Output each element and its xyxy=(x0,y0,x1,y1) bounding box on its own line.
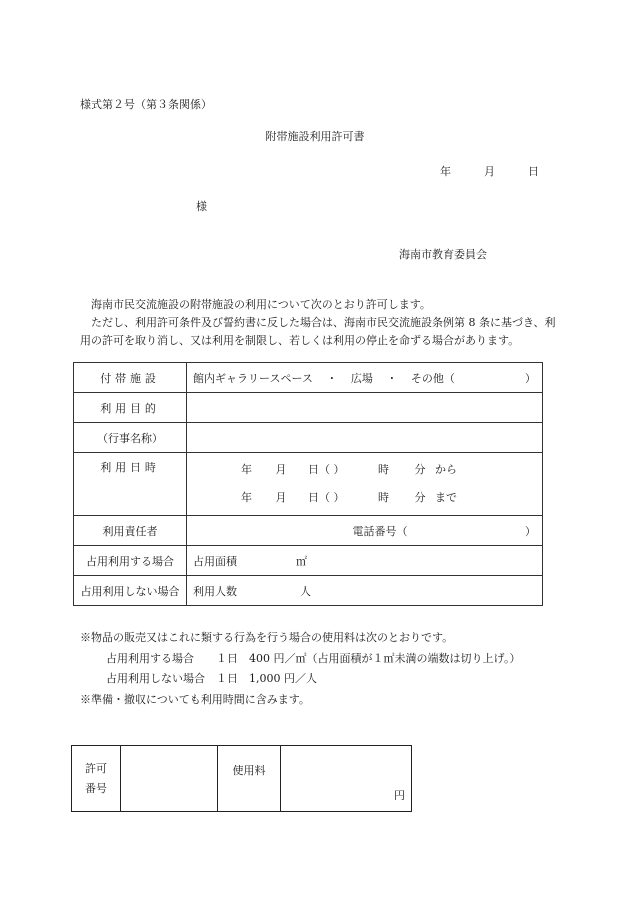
occupy-value[interactable] xyxy=(187,546,543,576)
datetime-until-line: 年 月 日（ ） 時 分 まで xyxy=(241,491,457,504)
fee-label: 使用料 xyxy=(218,746,281,812)
date-month: 月 xyxy=(484,165,495,178)
occupy-area-unit: ㎡ xyxy=(296,554,307,568)
facility-options xyxy=(187,363,543,393)
note-line-4: ※準備・撤収についても利用時間に含みます。 xyxy=(80,692,310,706)
facility-option-plaza: 広場 xyxy=(350,371,373,385)
issue-date xyxy=(440,163,539,179)
occupy-label: 占用利用する場合 xyxy=(74,546,187,576)
separator-dot: ・ xyxy=(386,371,398,385)
datetime-value[interactable] xyxy=(187,453,543,516)
permit-number-value[interactable] xyxy=(121,746,218,812)
date-year: 年 xyxy=(440,165,451,178)
facility-label: 付帯施設 xyxy=(74,363,187,393)
permit-number-label: 許可 番号 xyxy=(72,746,121,812)
row-purpose xyxy=(74,393,543,423)
permit-details-table xyxy=(73,362,543,606)
nonoccupy-people-label: 利用人数 xyxy=(193,584,237,598)
facility-option-other: その他（ xyxy=(410,371,455,385)
event-name-value[interactable] xyxy=(187,423,543,453)
row-datetime xyxy=(74,453,543,516)
occupy-area-label: 占用面積 xyxy=(193,554,237,568)
row-event-name xyxy=(74,423,543,453)
fee-value[interactable] xyxy=(281,746,412,812)
row-nonoccupy xyxy=(74,576,543,606)
purpose-value[interactable] xyxy=(187,393,543,423)
body-text xyxy=(80,296,556,350)
permit-number-fee-table xyxy=(71,745,412,812)
document-title: 附帯施設利用許可書 xyxy=(265,130,365,143)
row-occupy xyxy=(74,546,543,576)
fee-notes xyxy=(80,628,521,710)
separator-dot: ・ xyxy=(326,371,338,385)
body-paragraph-1: 海南市民交流施設の附帯施設の利用について次のとおり許可します。 xyxy=(91,298,431,311)
date-day: 日 xyxy=(528,165,539,178)
phone-close-paren: ） xyxy=(525,524,536,538)
datetime-from-line: 年 月 日（ ） 時 分 から xyxy=(241,463,457,476)
row-facility xyxy=(74,363,543,393)
row-responsible xyxy=(74,516,543,546)
note-line-3: 占用利用しない場合 １日 1,000 円／人 xyxy=(106,672,317,685)
issuer: 海南市教育委員会 xyxy=(399,248,487,261)
responsible-label: 利用責任者 xyxy=(74,516,187,546)
facility-close-paren: ） xyxy=(525,371,536,385)
nonoccupy-value[interactable] xyxy=(187,576,543,606)
addressee-suffix: 様 xyxy=(196,200,207,213)
yen-unit: 円 xyxy=(394,789,405,802)
facility-option-gallery: 館内ギャラリースペース xyxy=(193,371,313,385)
purpose-label: 利用目的 xyxy=(74,393,187,423)
datetime-label: 利用日時 xyxy=(74,453,187,516)
form-number: 様式第２号（第３条関係） xyxy=(80,98,212,111)
responsible-value[interactable] xyxy=(187,516,543,546)
nonoccupy-label: 占用利用しない場合 xyxy=(74,576,187,606)
nonoccupy-people-unit: 人 xyxy=(300,584,311,598)
note-line-1: ※物品の販売又はこれに類する行為を行う場合の使用料は次のとおりです。 xyxy=(80,631,454,644)
event-name-label: （行事名称） xyxy=(74,423,187,453)
body-paragraph-2: ただし、利用許可条件及び誓約書に反した場合は、海南市民交流施設条例第 8 条に基づき、利用の許可を取り消し、又は利用を制限し、若しくは利用の停止を命ずる場合があります。 xyxy=(80,316,556,347)
phone-label: 電話番号（ xyxy=(352,524,408,538)
note-line-2: 占用利用する場合 １日 400 円／㎡（占用面積が１㎡未満の端数は切り上げ。） xyxy=(106,651,521,665)
